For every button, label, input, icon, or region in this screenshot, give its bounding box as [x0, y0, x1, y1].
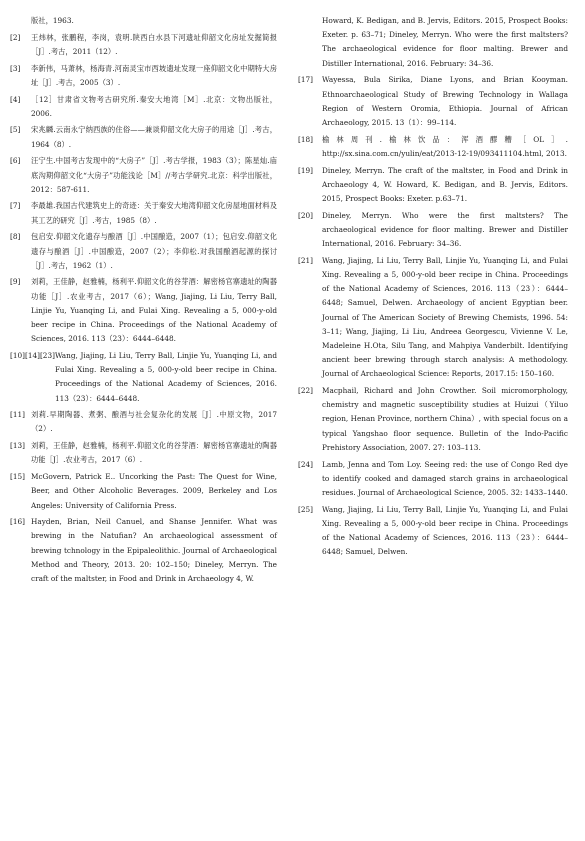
reference-entry	[298, 384, 568, 455]
reference-entry	[10, 93, 277, 121]
reference-text: 刘莉，王佳静，赵雅楠，杨利平.仰韶文化的谷芽酒：解密杨官寨遗址的陶器功能［J］.农业考古，2017（6）.	[31, 441, 277, 465]
reference-entry	[298, 503, 568, 560]
reference-text: 李最雄.我国古代建筑史上的奇迹：关于秦安大地湾仰韶文化房屋地面材料及其工艺的研究［J］.考古，1985（8）.	[31, 201, 277, 225]
reference-entry	[10, 515, 277, 586]
reference-text: Lamb, Jenna and Tom Loy. Seeing red: the use of Congo Red dye to identify cooked and damaged starch grains in archaeological residues. Journal of Archaeological Science, 2005. 32: 1433–1440.	[322, 459, 568, 497]
reference-text: Hayden, Brian, Neil Canuel, and Shanse Jennifer. What was brewing in the Natufian? An archaeological assessment of brewing tchnology in the Epipaleolithic. Journal of Archaeological Method and Theory, 2013. 20: 102–150; Dineley, Merryn. The craft of the maltster, in Food and Drink in Archaeology 4, W.	[31, 517, 277, 584]
reference-text: Howard, K. Bedigan, and B. Jervis, Editors. 2015, Prospect Books: Exeter. p. 63–71; Dineley, Merryn. Who were the first maltsters? The archaeological evidence for floor malting. Brewer and Distiller International, 2016. February: 34–36.	[322, 16, 568, 68]
reference-entry	[298, 73, 568, 130]
reference-text: Macphail, Richard and John Crowther. Soil micromorphology, chemistry and magnetic susceptibility studies at Huizui（Yiluo region, Henan Province, northern China）, with special focus on a typical Yangshao floor sequence. Bulletin of the Indo-Pacific Prehistory Association, 2007. 27: 103–113.	[322, 386, 568, 452]
reference-entry	[10, 62, 277, 90]
reference-text: 版社，1963.	[31, 16, 74, 25]
reference-entry	[10, 123, 277, 151]
reference-text: 包启安.仰韶文化遗存与酿酒［J］.中国酿造，2007（1）；包启安.仰韶文化遗存与酿酒［J］.中国酿造，2007（2）；李仰松.对我国酿酒起源的探讨［J］.考古，1962（1）.	[31, 232, 277, 270]
reference-number: [20]	[298, 210, 313, 220]
reference-entry	[10, 349, 277, 406]
reference-entry	[298, 14, 568, 71]
reference-number: [3]	[10, 63, 21, 73]
reference-entry	[10, 439, 277, 467]
reference-number: [2]	[10, 32, 21, 42]
reference-number: [21]	[298, 255, 313, 265]
reference-text: 汪宁生.中国考古发现中的“大房子”［J］.考古学报，1983（3）；陈星灿.庙底沟期仰韶文化“大房子”功能浅论［M］//考古学研究.北京：科学出版社，2012：587-611.	[31, 156, 277, 194]
reference-number: [22]	[298, 386, 313, 396]
reference-entry	[10, 230, 277, 273]
reference-number: [19]	[298, 165, 313, 175]
reference-text: Wang, Jiajing, Li Liu, Terry Ball, Linjie Yu, Yuanqing Li, and Fulai Xing. Revealing a 5, 000-y-old beer recipe in China. Proceedings of the National Academy of Sciences, 2016. 113（23）：6444–6448.	[54, 350, 277, 403]
reference-entry	[10, 31, 277, 59]
references-left-column	[10, 14, 277, 589]
reference-text: Wayessa, Bula Sirika, Diane Lyons, and Brian Kooyman. Ethnoarchaeological Study of Brewing Technology in Wallaga Region of Western Oromia, Ethiopia. Journal of African Archaeology, 2015. 13（1）：99–114.	[322, 75, 568, 127]
reference-text: Dineley, Merryn. The craft of the maltster, in Food and Drink in Archaeology 4, W. Howard, K. Bedigan, and B. Jervis, Editors. 2015, Prospect Books: Exeter. p.63–71.	[322, 165, 568, 203]
reference-text: McGovern, Patrick E.. Uncorking the Past: The Quest for Wine, Beer, and Other Alcoholic Beverages. 2009, Berkeley and Los Angeles: University of California Press.	[31, 472, 277, 510]
reference-entry	[10, 199, 277, 227]
reference-entry	[10, 14, 277, 28]
reference-text: 王炜林，张鹏程，李岗，袁明.陕西白水县下河遗址仰韶文化房址发掘简报［J］.考古，2011（12）.	[31, 32, 277, 56]
reference-text: Wang, Jiajing, Li Liu, Terry Ball, Linjie Yu, Yuanqing Li, and Fulai Xing. Revealing a 5, 000-y-old beer recipe in China. Proceedings of the National Academy of Sciences, 2016. 113（23）：6444–6448; Samuel, Delwen.	[322, 504, 568, 557]
reference-number: [18]	[298, 134, 313, 144]
reference-entry	[298, 133, 568, 161]
reference-text: 李新伟，马萧林，杨海青.河南灵宝市西坡遗址发现一座仰韶文化中期特大房址［J］.考古，2005（3）.	[31, 63, 277, 87]
reference-text: Dineley, Merryn. Who were the first maltsters? The archaeological evidence for floor malting. Brewer and Distiller International, 2016. February: 34–36.	[322, 210, 568, 249]
reference-text: ［12］甘肃省文物考古研究所.秦安大地湾［M］.北京：文物出版社，2006.	[31, 94, 277, 118]
reference-entry	[298, 164, 568, 207]
reference-entry	[10, 408, 277, 436]
reference-number: [25]	[298, 504, 313, 514]
reference-entry	[10, 154, 277, 197]
reference-entry	[298, 209, 568, 252]
reference-text: 刘莉，王佳静，赵雅楠，杨利平.仰韶文化的谷芽酒：解密杨官寨遗址的陶器功能［J］.农业考古，2017（6）；Wang, Jiajing, Li Liu, Terry Ball, Linjie Yu, Yuanqing Li, and Fulai Xing. Revealing a 5, 000-y-old beer recipe in China. Proceedings of the National Academy of Sciences, 2016. 113（23）：6444–6448.	[31, 277, 277, 344]
reference-number: [16]	[10, 517, 25, 527]
reference-number: [11]	[10, 410, 25, 420]
reference-number: [5]	[10, 125, 21, 135]
reference-number: [13]	[10, 441, 25, 451]
reference-number: [8]	[10, 232, 21, 242]
reference-number: [15]	[10, 472, 25, 482]
reference-entry	[10, 470, 277, 513]
reference-number: [24]	[298, 459, 313, 469]
reference-number: [10][14][23]	[10, 350, 55, 360]
reference-number: [4]	[10, 94, 21, 104]
reference-number: [17]	[298, 75, 313, 85]
reference-text: 刘莉.早期陶器、煮粥、酿酒与社会复杂化的发展［J］.中原文物，2017（2）.	[31, 410, 277, 434]
reference-number: [6]	[10, 156, 21, 166]
reference-number: [7]	[10, 201, 21, 211]
references-right-column	[298, 14, 568, 562]
reference-entry	[298, 458, 568, 501]
reference-text: Wang, Jiajing, Li Liu, Terry Ball, Linjie Yu, Yuanqing Li, and Fulai Xing. Revealing a 5, 000-y-old beer recipe in China. Proceedings of the National Academy of Sciences, 2016. 113（23）：6444–6448; Samuel, Delwen. Archaeology of ancient Egyptian beer. Journal of The American Society of Brewing Chemists, 1996. 54: 3–11; Wang, Jiajing, Li Liu, Andreea Georgescu, Vivienne V. Le, Madeleine H.Ota, Silu Tang, and Mahpiya Vanderbilt. Identifying ancient beer brewing through starch analysis: A methodology. Journal of Archaeological Science: Reports, 2017.15: 150–160.	[322, 255, 568, 379]
reference-text: 榆林周刊.榆林饮品：浑酒醪糟［OL］. http://sx.sina.com.cn/yulin/eat/2013-12-19/093411104.html, 2013.	[322, 134, 568, 158]
reference-number: [9]	[10, 277, 21, 287]
reference-text: 宋兆麟.云南永宁纳西族的住俗——兼谈仰韶文化大房子的用途［J］.考古，1964（8）.	[31, 125, 277, 149]
reference-entry	[10, 275, 277, 346]
reference-entry	[298, 254, 568, 382]
